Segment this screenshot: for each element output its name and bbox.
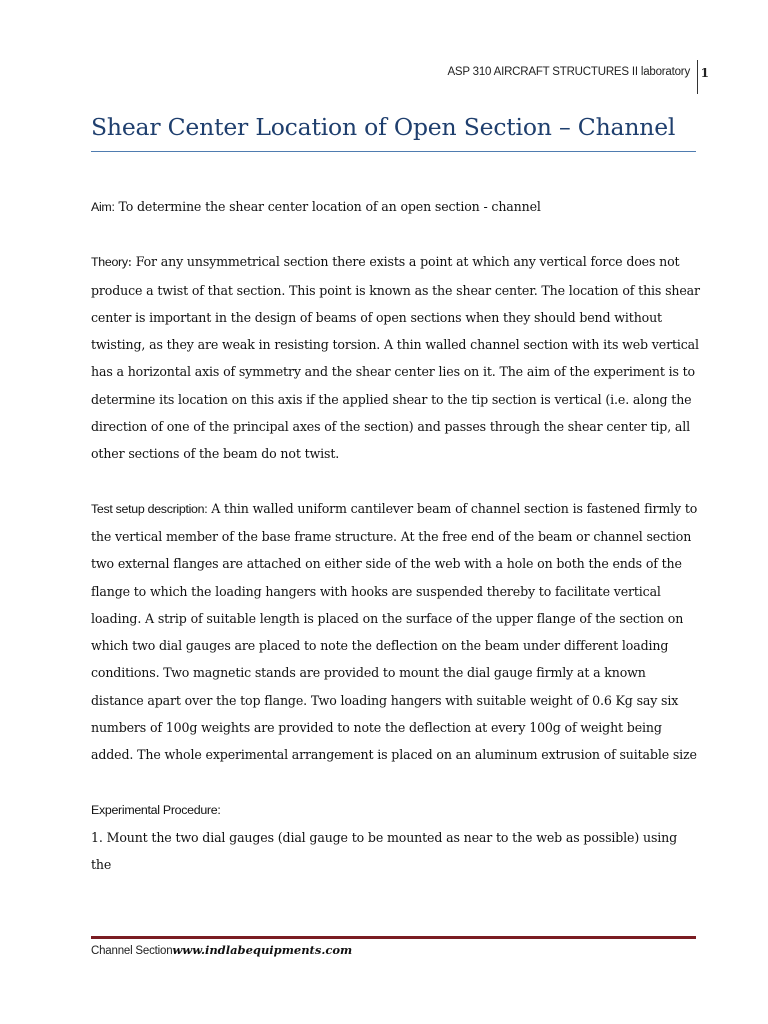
document-title: Shear Center Location of Open Section – Channel xyxy=(91,113,676,141)
footer-rule xyxy=(91,936,696,939)
test-setup-paragraph xyxy=(91,495,701,769)
paragraph-spacer xyxy=(91,221,701,248)
page-header xyxy=(90,60,710,94)
footer-label: Channel Section xyxy=(91,945,173,957)
page-number: 1 xyxy=(700,66,709,80)
procedure-label: Experimental Procedure: xyxy=(91,802,221,817)
test-setup-label: Test setup description: xyxy=(91,501,208,516)
theory-paragraph xyxy=(91,248,701,467)
header-course-title: ASP 310 AIRCRAFT STRUCTURES II laboratory xyxy=(447,66,690,78)
header-separator xyxy=(697,60,698,94)
footer-website-link[interactable]: www.indlabequipments.com xyxy=(172,943,353,957)
paragraph-spacer xyxy=(91,468,701,495)
theory-label: Theory xyxy=(91,255,128,270)
theory-text: : For any unsymmetrical section there exists a point at which any vertical force does not produce a twist of that section. This point is known as the shear center. The location of this shear center is important in the design of beams of open sections when they should bend without twisting, as they are weak in resisting torsion. A thin walled channel section with its web vertical has a horizontal axis of symmetry and the shear center lies on it. The aim of the experiment is to determine its location on this axis if the applied shear to the tip section is vertical (i.e. along the direction of one of the principal axes of the section) and passes through the shear center tip, all other sections of the beam do not twist. xyxy=(91,254,700,462)
aim-text: To determine the shear center location of an open section - channel xyxy=(114,199,541,214)
page-footer xyxy=(91,943,352,957)
paragraph-spacer xyxy=(91,769,701,796)
aim-paragraph xyxy=(91,193,701,221)
document-body xyxy=(91,193,701,879)
test-setup-text: A thin walled uniform cantilever beam of channel section is fastened firmly to the vertical member of the base frame structure. At the free end of the beam or channel section two external flanges are attached on either side of the web with a hole on both the ends of the flange to which the loading hangers with hooks are suspended thereby to facilitate vertical loading. A strip of suitable length is placed on the surface of the upper flange of the section on which two dial gauges are placed to note the deflection on the beam under different loading conditions. Two magnetic stands are provided to mount the dial gauge firmly at a known distance apart over the top flange. Two loading hangers with suitable weight of 0.6 Kg say six numbers of 100g weights are provided to note the deflection at every 100g of weight being added. The whole experimental arrangement is placed on an aluminum extrusion of suitable size xyxy=(91,500,698,763)
aim-label: Aim: xyxy=(91,200,115,214)
procedure-step-1: 1. Mount the two dial gauges (dial gauge to be mounted as near to the web as possible) using the xyxy=(91,829,678,873)
procedure-heading xyxy=(91,796,701,824)
title-underline xyxy=(91,151,696,152)
